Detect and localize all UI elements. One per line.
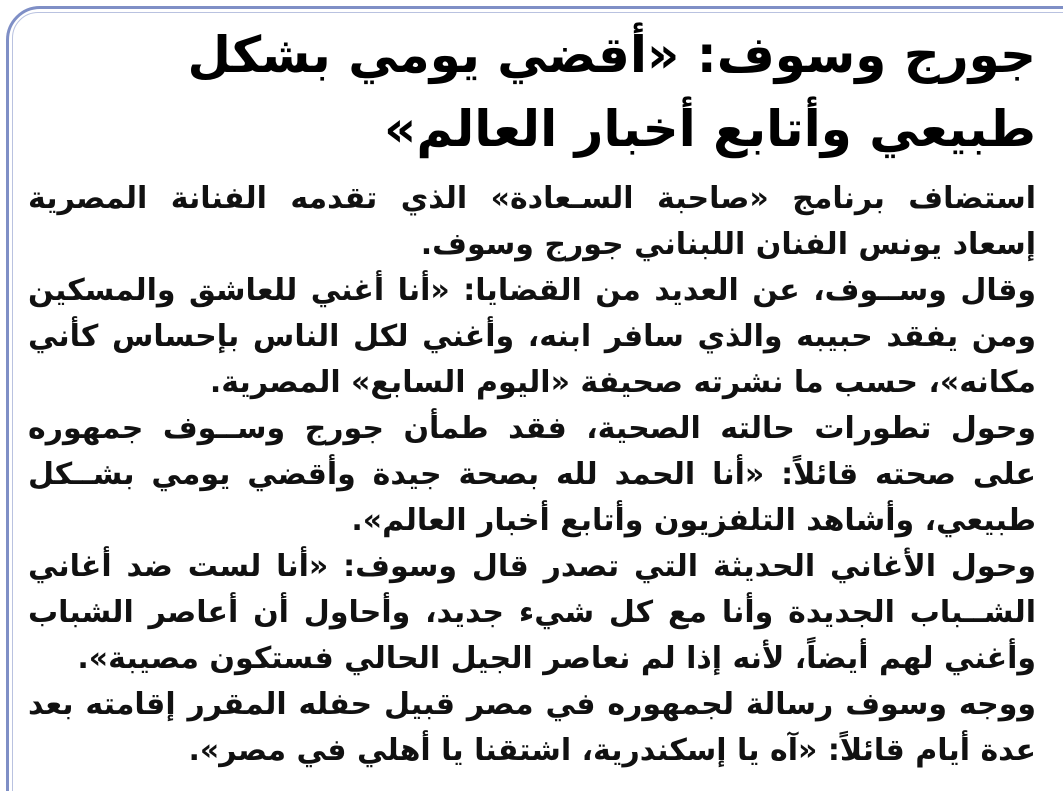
article: [28, 18, 1036, 774]
paragraph-1: استضاف برنامج «صاحبة السـعادة» الذي تقدمه الفنانة المصرية إسعاد يونس الفنان اللبناني جورج وسوف.: [28, 181, 1036, 262]
paragraph-3: وحول تطورات حالته الصحية، فقد طمأن جورج وســوف جمهوره على صحته قائلاً: «أنا الحمد لله بصحة جيدة وأقضي يومي بشــكل طبيعي، وأشاهد التلفزيون وأتابع أخبار العالم».: [28, 411, 1036, 538]
article-body: [28, 176, 1036, 774]
headline: جورج وسوف: «أقضي يومي بشكل طبيعي وأتابع أخبار العالم»: [187, 26, 1036, 158]
paragraph-2: وقال وســوف، عن العديد من القضايا: «أنا أغني للعاشق والمسكين ومن يفقد حبيبه والذي سافر ابنه، وأغني لكل الناس بإحساس كأني مكانه»، حسب ما نشرته صحيفة «اليوم السابع» المصرية.: [28, 273, 1036, 400]
paragraph-5: ووجه وسوف رسالة لجمهوره في مصر قبيل حفله المقرر إقامته بعد عدة أيام قائلاً: «آه يا إسكندرية، اشتقنا يا أهلي في مصر».: [28, 687, 1036, 768]
paragraph-4: وحول الأغاني الحديثة التي تصدر قال وسوف: «أنا لست ضد أغاني الشــباب الجديدة وأنا مع كل شيء جديد، وأحاول أن أعاصر الشباب وأغني لهم أيضاً، لأنه إذا لم نعاصر الجيل الحالي فستكون مصيبة».: [28, 549, 1036, 676]
